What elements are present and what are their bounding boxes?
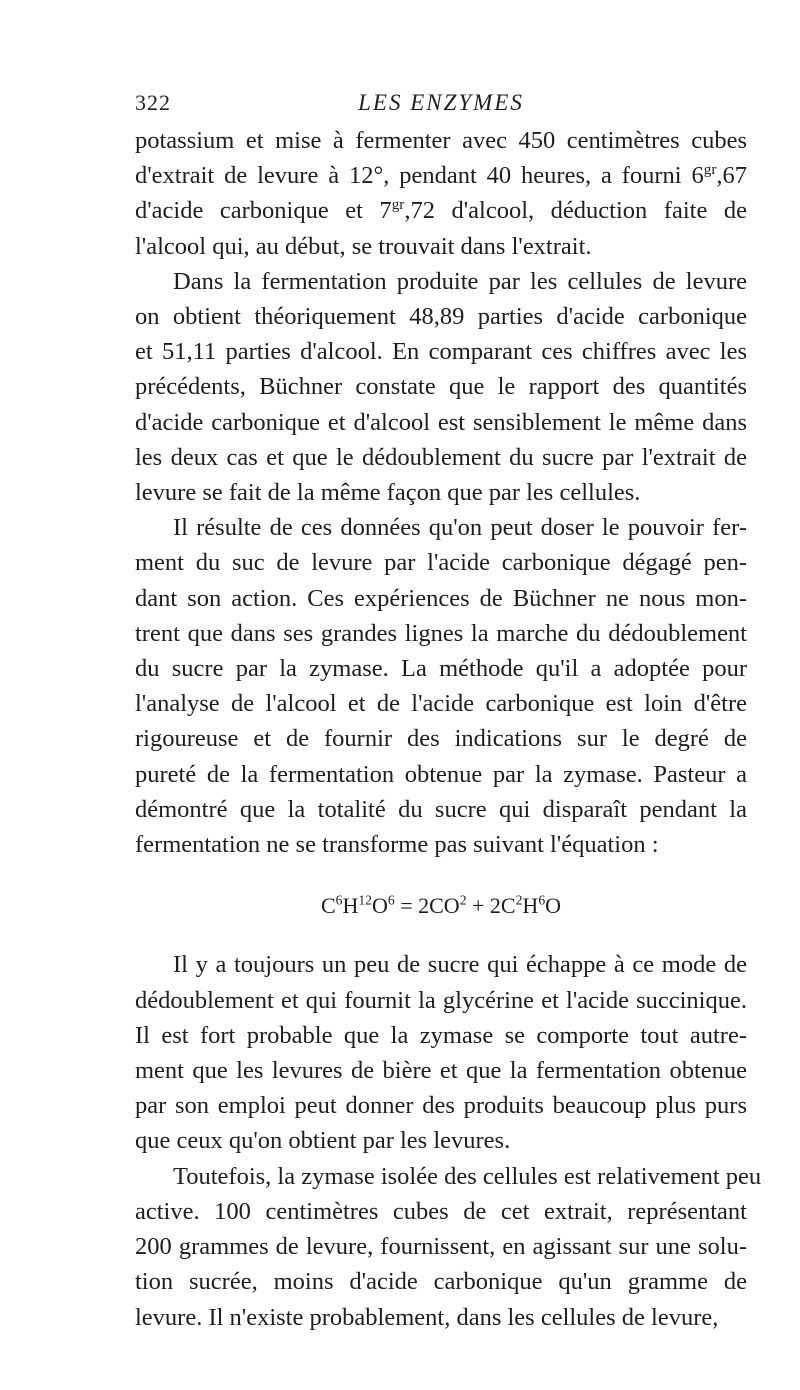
paragraph — [135, 264, 747, 510]
text-line: par son emploi peut donner des produits beaucoup plus purs — [135, 1092, 747, 1120]
text-line: Il y a toujours un peu de sucre qui échappe à ce mode de — [173, 951, 747, 979]
paragraphs-after-equation — [135, 947, 762, 1334]
text-line: Dans la fermentation produite par les cellules de levure — [173, 267, 747, 295]
text-line: potassium et mise à fermenter avec 450 centimètres cubes — [135, 127, 747, 154]
text-line: Il est fort probable que la zymase se comporte tout autre- — [135, 1021, 747, 1049]
paragraph — [135, 123, 747, 264]
text-line: trent que dans ses grandes lignes la marche du dédoublement — [135, 619, 747, 647]
paragraph — [135, 1159, 762, 1335]
text-line: Il résulte de ces données qu'on peut doser le pouvoir fer- — [173, 514, 747, 542]
text-line: précédents, Büchner constate que le rapport des quantités — [135, 373, 747, 401]
page-number: 322 — [135, 90, 171, 115]
text-line: Toutefois, la zymase isolée des cellules est relativement peu — [173, 1162, 762, 1190]
text-line: l'alcool qui, au début, se trouvait dans l'extrait. — [135, 232, 592, 260]
text-line: active. 100 centimètres cubes de cet extrait, représentant — [135, 1197, 747, 1225]
text-line: dant son action. Ces expériences de Büchner ne nous mon- — [135, 584, 747, 612]
text-line: du sucre par la zymase. La méthode qu'il a adoptée pour — [135, 655, 747, 683]
text-line: démontré que la totalité du sucre qui disparaît pendant la — [135, 795, 747, 823]
paragraph — [135, 947, 747, 1158]
text-line: d'extrait de levure à 12°, pendant 40 heures, a fourni $6^{gr},67$ — [135, 161, 747, 190]
chemical-equation: $C^6H^{12}O^6 = 2CO^2 + 2C^2H^6O$ — [320, 892, 562, 919]
text-line: on obtient théoriquement 48,89 parties d'acide carbonique — [135, 303, 747, 331]
text-line: l'analyse de l'alcool et de l'acide carbonique est loin d'être — [135, 690, 747, 718]
text-line: tion sucrée, moins d'acide carbonique qu'un gramme de — [135, 1268, 747, 1296]
text-line: et 51,11 parties d'alcool. En comparant ces chiffres avec les — [135, 338, 747, 366]
text-line: rigoureuse et de fournir des indications sur le degré de — [135, 725, 747, 753]
body-text — [135, 123, 762, 1335]
page-header — [135, 90, 747, 122]
text-line: ment du suc de levure par l'acide carbonique dégagé pen- — [135, 549, 747, 577]
text-line: d'acide carbonique et $7^{gr},72$ d'alcool, déduction faite de — [135, 196, 747, 225]
text-line: fermentation ne se transforme pas suivant l'équation : — [135, 831, 659, 859]
text-line: que ceux qu'on obtient par les levures. — [135, 1127, 511, 1155]
text-line: levure. Il n'existe probablement, dans les cellules de levure, — [135, 1303, 719, 1331]
running-title: LES ENZYMES — [358, 90, 524, 115]
text-line: dédoublement et qui fournit la glycérine et l'acide succinique. — [135, 986, 747, 1014]
text-line: 200 grammes de levure, fournissent, en agissant sur une solu- — [135, 1233, 747, 1261]
text-line: d'acide carbonique et d'alcool est sensiblement le même dans — [135, 408, 747, 436]
paragraphs-before-equation — [135, 123, 747, 862]
text-line: ment que les levures de bière et que la fermentation obtenue — [135, 1057, 747, 1085]
text-line: les deux cas et que le dédoublement du sucre par l'extrait de — [135, 443, 747, 471]
paragraph — [135, 510, 747, 862]
text-line: pureté de la fermentation obtenue par la zymase. Pasteur a — [135, 760, 747, 788]
text-line: levure se fait de la même façon que par les cellules. — [135, 479, 641, 507]
